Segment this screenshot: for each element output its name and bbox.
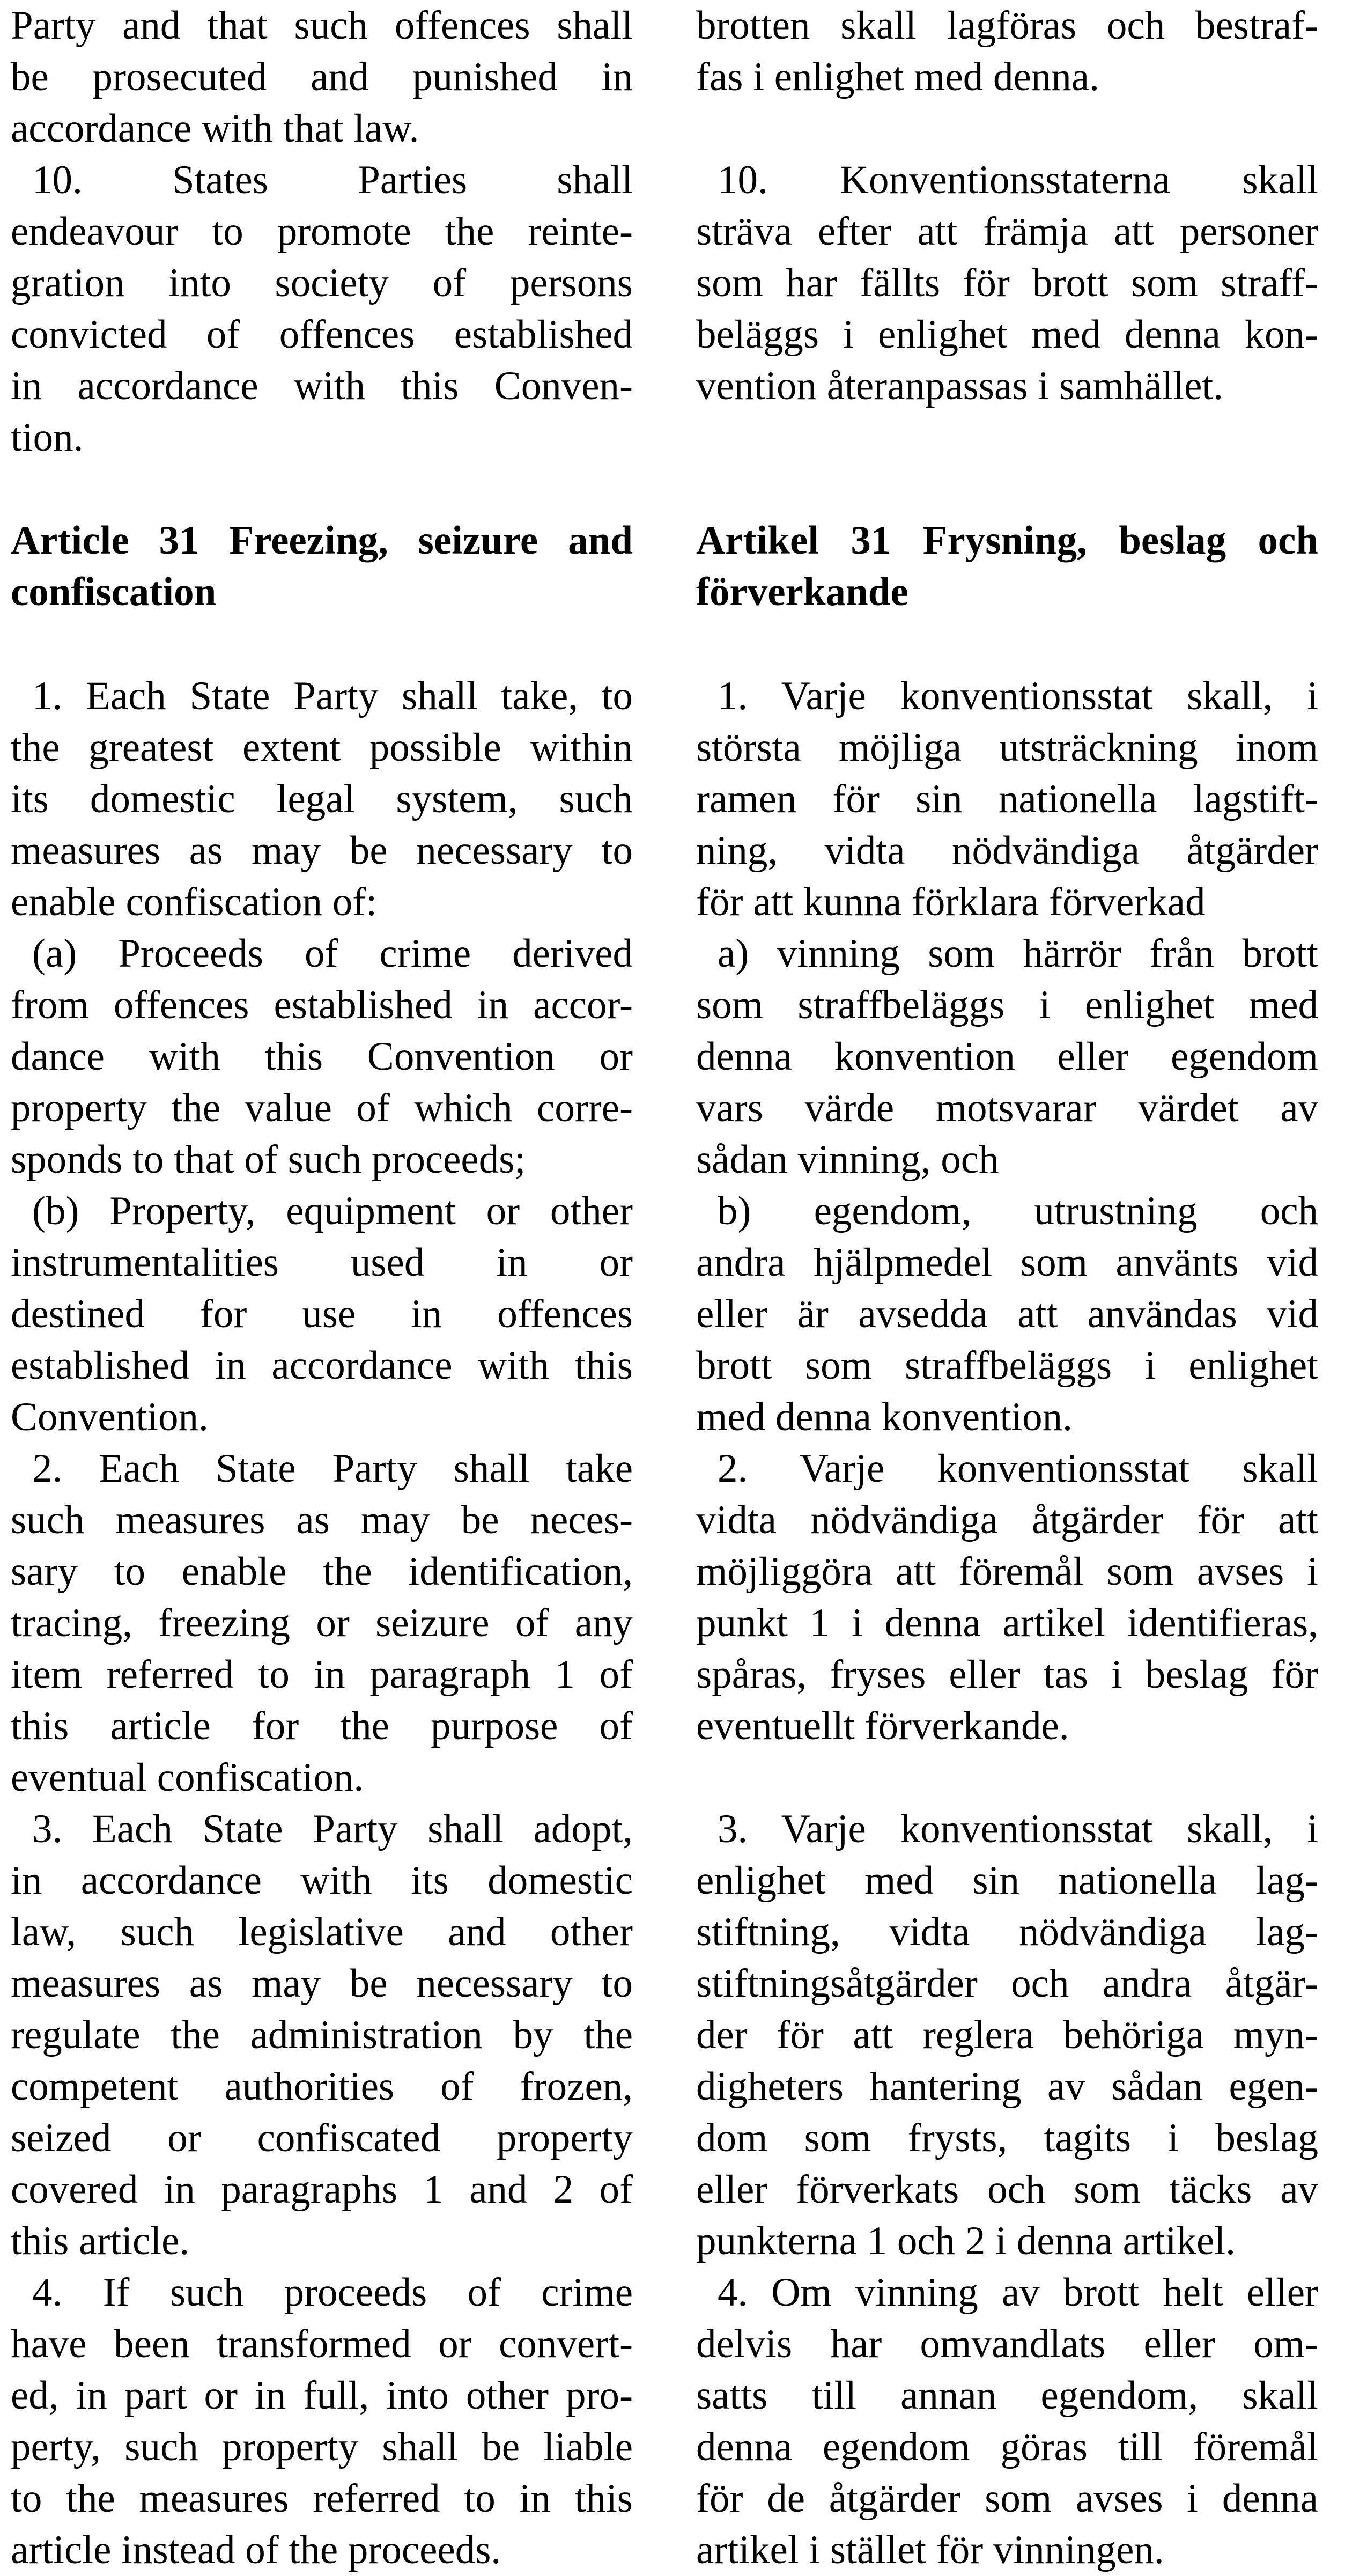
text-line: article instead of the proceeds. [11,2528,501,2572]
text-line: största möjliga utsträckning inom [696,725,1318,770]
text-line: delvis har omvandlats eller om- [696,2322,1318,2366]
text-line: spåras, fryses eller tas i beslag för [696,1652,1318,1697]
text-line: in accordance with this Conven- [11,364,633,408]
text-line: 2. Varje konventionsstat skall [718,1446,1318,1491]
text-line: brotten skall lagföras och bestraf- [696,3,1318,48]
text-line: 1. Varje konventionsstat skall, i [718,674,1318,718]
text-line: seized or confiscated property [11,2116,633,2160]
text-line: 10. States Parties shall [32,158,633,202]
text-line: denna konvention eller egendom [696,1034,1318,1079]
article-heading: Artikel 31 Frysning, beslag och [696,518,1318,563]
text-line: sary to enable the identification, [11,1549,633,1594]
text-line: eventual confiscation. [11,1755,364,1800]
text-line: perty, such property shall be liable [11,2425,633,2469]
text-line: med denna konvention. [696,1395,1073,1439]
text-line: (a) Proceeds of crime derived [32,931,633,976]
text-line: 3. Each State Party shall adopt, [32,1807,633,1851]
text-line: competent authorities of frozen, [11,2064,633,2109]
text-line: stiftning, vidta nödvändiga lag- [696,1910,1318,1954]
text-line: covered in paragraphs 1 and 2 of [11,2167,633,2212]
text-line: för att kunna förklara förverkad [696,880,1206,924]
text-line: dom som frysts, tagits i beslag [696,2116,1318,2160]
text-line: b) egendom, utrustning och [718,1189,1318,1233]
text-line: vars värde motsvarar värdet av [696,1086,1318,1130]
text-line: 3. Varje konventionsstat skall, i [718,1807,1318,1851]
text-line: som har fällts för brott som straff- [696,261,1318,305]
text-line: denna egendom göras till föremål [696,2425,1318,2469]
text-line: stiftningsåtgärder och andra åtgär- [696,1961,1318,2006]
text-line: tion. [11,415,84,460]
text-line: its domestic legal system, such [11,777,633,821]
text-line: in accordance with its domestic [11,1858,633,1903]
text-line: measures as may be necessary to [11,828,633,873]
text-line: accordance with that law. [11,106,419,151]
article-heading: confiscation [11,570,217,614]
text-line: measures as may be necessary to [11,1961,633,2006]
text-line: 2. Each State Party shall take [32,1446,633,1491]
text-line: vention återanpassas i samhället. [696,364,1224,408]
text-line: andra hjälpmedel som använts vid [696,1240,1318,1285]
text-line: sträva efter att främja att personer [696,209,1318,254]
text-line: law, such legislative and other [11,1910,633,1954]
text-line: tracing, freezing or seizure of any [11,1601,633,1645]
text-line: regulate the administration by the [11,2013,633,2057]
text-line: digheters hantering av sådan egen- [696,2064,1318,2109]
text-line: punkt 1 i denna artikel identifieras, [696,1601,1318,1645]
text-line: have been transformed or convert- [11,2322,633,2366]
article-heading: förverkande [696,570,908,614]
text-line: endeavour to promote the reinte- [11,209,633,254]
text-line: Convention. [11,1395,209,1439]
text-line: satts till annan egendom, skall [696,2373,1318,2418]
text-line: (b) Property, equipment or other [32,1189,633,1233]
text-line: artikel i stället för vinningen. [696,2528,1164,2572]
text-line: 4. If such proceeds of crime [32,2270,633,2315]
text-line: der för att reglera behöriga myn- [696,2013,1318,2057]
text-line: destined for use in offences [11,1292,633,1336]
text-line: vidta nödvändiga åtgärder för att [696,1498,1318,1542]
text-line: enlighet med sin nationella lag- [696,1858,1318,1903]
text-line: fas i enlighet med denna. [696,55,1099,99]
text-line: instrumentalities used in or [11,1240,633,1285]
text-line: brott som straffbeläggs i enlighet [696,1343,1318,1388]
text-line: 1. Each State Party shall take, to [32,674,633,718]
text-line: beläggs i enlighet med denna kon- [696,312,1318,357]
text-line: möjliggöra att föremål som avses i [696,1549,1318,1594]
text-line: för de åtgärder som avses i denna [696,2476,1318,2521]
text-line: convicted of offences established [11,312,633,357]
text-line: item referred to in paragraph 1 of [11,1652,633,1697]
text-line: sådan vinning, och [696,1137,999,1182]
text-line: the greatest extent possible within [11,725,633,770]
text-line: ning, vidta nödvändiga åtgärder [696,828,1318,873]
text-line: a) vinning som härrör från brott [718,931,1318,976]
text-line: to the measures referred to in this [11,2476,633,2521]
text-line: from offences established in accor- [11,983,633,1027]
text-line: som straffbeläggs i enlighet med [696,983,1318,1027]
text-line: gration into society of persons [11,261,633,305]
text-line: 4. Om vinning av brott helt eller [718,2270,1318,2315]
text-line: sponds to that of such proceeds; [11,1137,526,1182]
text-line: eller förverkats och som täcks av [696,2167,1318,2212]
article-heading: Article 31 Freezing, seizure and [11,518,633,563]
text-line: eventuellt förverkande. [696,1704,1069,1748]
text-line: be prosecuted and punished in [11,55,633,99]
text-line: punkterna 1 och 2 i denna artikel. [696,2219,1236,2263]
text-line: such measures as may be neces- [11,1498,633,1542]
text-line: eller är avsedda att användas vid [696,1292,1318,1336]
text-line: 10. Konventionsstaterna skall [718,158,1318,202]
text-line: Party and that such offences shall [11,3,633,48]
text-line: ramen för sin nationella lagstift- [696,777,1318,821]
text-line: this article for the purpose of [11,1704,633,1748]
text-line: property the value of which corre- [11,1086,633,1130]
text-line: this article. [11,2219,190,2263]
text-line: ed, in part or in full, into other pro- [11,2373,633,2418]
text-line: enable confiscation of: [11,880,378,924]
text-line: established in accordance with this [11,1343,633,1388]
text-line: dance with this Convention or [11,1034,633,1079]
